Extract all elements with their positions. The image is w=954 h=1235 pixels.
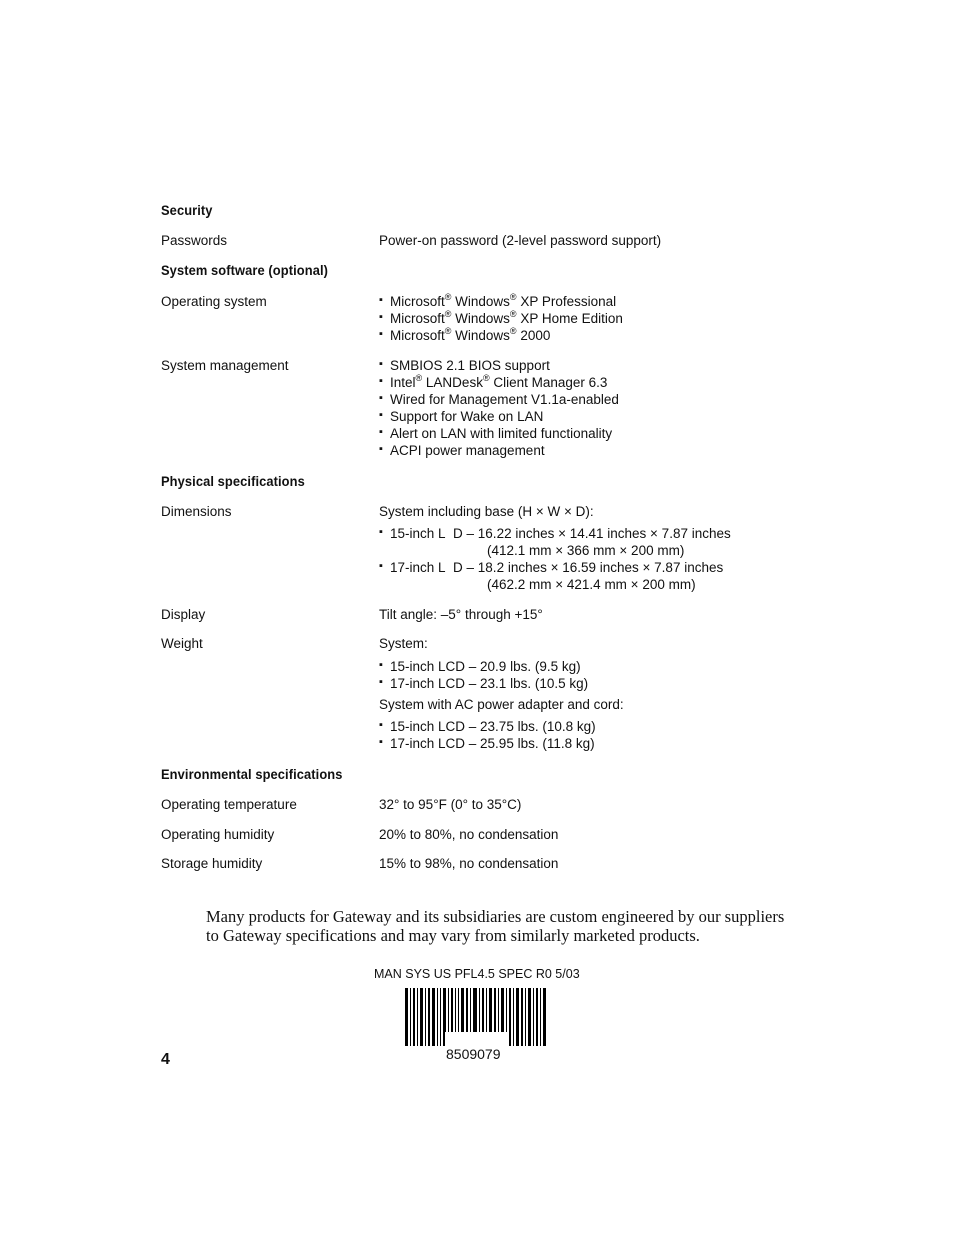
weight-label: Weight: [161, 636, 203, 651]
list-item: ▪ 15-inch LCD – 23.75 lbs. (10.8 kg): [390, 719, 596, 734]
storage-humidity-label: Storage humidity: [161, 856, 263, 871]
dimension-mm: (412.1 mm × 366 mm × 200 mm): [487, 543, 685, 558]
list-item: ▪ SMBIOS 2.1 BIOS support: [390, 358, 550, 373]
list-item: ▪ ACPI power management: [390, 443, 545, 458]
list-item: ▪ 17-inch LCD – 23.1 lbs. (10.5 kg): [390, 676, 588, 691]
display-value: Tilt angle: –5° through +15°: [379, 607, 543, 622]
list-item: ▪ 15-inch L D – 16.22 inches × 14.41 inches × 7.87 inches: [390, 526, 731, 541]
dimensions-intro: System including base (H × W × D):: [379, 504, 594, 519]
operating-humidity-label: Operating humidity: [161, 827, 275, 842]
list-item: ▪ 15-inch LCD – 20.9 lbs. (9.5 kg): [390, 659, 581, 674]
disclaimer-note: Many products for Gateway and its subsidiaries are custom engineered by our suppliers to Gateway specifications and may vary from similarly marketed products.: [206, 907, 785, 945]
display-label: Display: [161, 607, 206, 622]
list-item: ▪ Alert on LAN with limited functionality: [390, 426, 612, 441]
list-item: ▪ Microsoft® Windows® XP Home Edition: [390, 311, 623, 326]
list-item: ▪ Microsoft® Windows® XP Professional: [390, 294, 616, 309]
list-item: ▪ Intel® LANDesk® Client Manager 6.3: [390, 375, 607, 390]
list-item: ▪ 17-inch L D – 18.2 inches × 16.59 inches × 7.87 inches: [390, 560, 723, 575]
dimension-mm: (462.2 mm × 421.4 mm × 200 mm): [487, 577, 696, 592]
list-item: ▪ 17-inch LCD – 25.95 lbs. (11.8 kg): [390, 736, 595, 751]
document-code: MAN SYS US PFL4.5 SPEC R0 5/03: [374, 967, 580, 981]
operating-temperature-label: Operating temperature: [161, 797, 297, 812]
passwords-value: Power-on password (2-level password support): [379, 233, 662, 248]
section-heading-security: Security: [161, 202, 213, 218]
weight-adapter: System with AC power adapter and cord:: [379, 697, 624, 712]
weight-system: System:: [379, 636, 428, 651]
system-management-label: System management: [161, 358, 289, 373]
operating-temperature-value: 32° to 95°F (0° to 35°C): [379, 797, 522, 812]
page-number: 4: [161, 1051, 170, 1068]
passwords-label: Passwords: [161, 233, 228, 248]
section-heading-environmental: Environmental specifications: [161, 766, 343, 782]
storage-humidity-value: 15% to 98%, no condensation: [379, 856, 559, 871]
dimensions-label: Dimensions: [161, 504, 232, 519]
barcode-number: 8509079: [446, 1046, 501, 1062]
operating-humidity-value: 20% to 80%, no condensation: [379, 827, 559, 842]
barcode: [405, 988, 549, 1048]
operating-system-label: Operating system: [161, 294, 267, 309]
section-heading-system-software: System software (optional): [161, 262, 329, 278]
section-heading-physical: Physical specifications: [161, 473, 305, 489]
list-item: ▪ Support for Wake on LAN: [390, 409, 543, 424]
list-item: ▪ Wired for Management V1.1a-enabled: [390, 392, 619, 407]
list-item: ▪ Microsoft® Windows® 2000: [390, 328, 550, 343]
